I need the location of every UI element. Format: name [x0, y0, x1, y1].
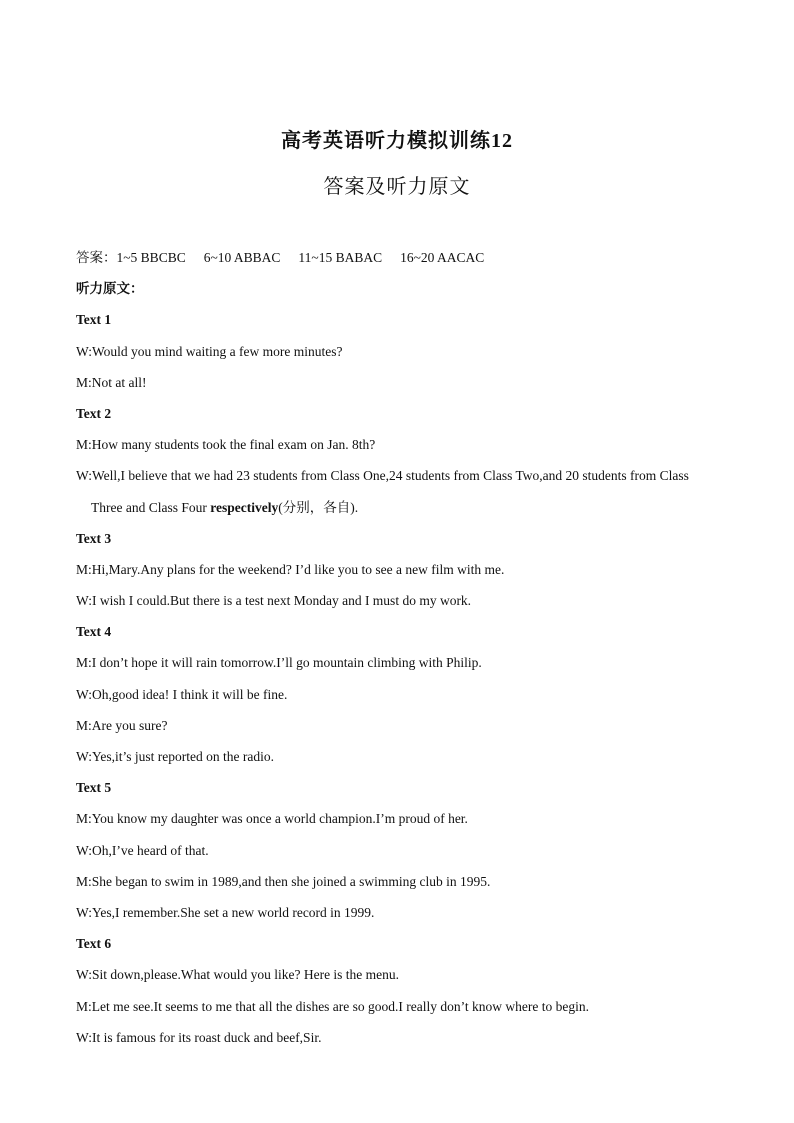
dialogue-line: W:Oh,I’ve heard of that.	[76, 842, 209, 858]
text-heading: Text 1	[76, 312, 112, 328]
dialogue-line: M:Are you sure?	[76, 717, 168, 733]
document-body	[76, 248, 726, 1059]
dialogue-line: M:Not at all!	[76, 374, 147, 390]
text-heading: Text 2	[76, 405, 112, 421]
text-heading: Text 6	[76, 936, 112, 952]
answer-key-label: 答案：	[76, 250, 117, 265]
answer-group: 1~5 BBCBC	[116, 250, 186, 265]
dialogue-line: W:It is famous for its roast duck and beef,Sir.	[76, 1029, 322, 1045]
answer-group: 6~10 ABBAC	[203, 250, 281, 265]
dialogue-line: W:Sit down,please.What would you like? Here is the menu.	[76, 967, 400, 983]
dialogue-line: M:I don’t hope it will rain tomorrow.I’ll go mountain climbing with Philip.	[76, 655, 482, 671]
dialogue-line: W:Well,I believe that we had 23 students from Class One,24 students from Class Two,and 20 students from Class	[76, 468, 689, 484]
text-heading: Text 5	[76, 780, 112, 796]
dialogue-line: M:She began to swim in 1989,and then she joined a swimming club in 1995.	[76, 873, 491, 889]
answer-key-line	[76, 248, 726, 279]
dialogue-line: W:Oh,good idea! I think it will be fine.	[76, 686, 288, 702]
dialogue-line: W:Yes,it’s just reported on the radio.	[76, 749, 274, 764]
answer-group: 16~20 AACAC	[400, 250, 485, 265]
dialogue-line: M:Hi,Mary.Any plans for the weekend? I’d like you to see a new film with me.	[76, 561, 505, 577]
dialogue-line: W:I wish I could.But there is a test next Monday and I must do my work.	[76, 593, 472, 609]
text-heading: Text 4	[76, 624, 112, 640]
page-subtitle: 答案及听力原文	[323, 176, 471, 198]
transcript-label: 听力原文：	[76, 281, 144, 297]
page-title: 高考英语听力模拟训练12	[281, 130, 513, 152]
answer-group: 11~15 BABAC	[298, 250, 383, 265]
continuation-gloss: (分别，各自).	[278, 499, 359, 515]
vocab-highlight: respectively	[210, 499, 279, 515]
dialogue-line-continuation	[76, 498, 726, 529]
continuation-text: Three and Class Four	[91, 499, 211, 515]
dialogue-line: W:Would you mind waiting a few more minutes?	[76, 343, 343, 359]
text-heading: Text 3	[76, 530, 112, 546]
dialogue-line: W:Yes,I remember.She set a new world record in 1999.	[76, 904, 375, 920]
dialogue-line: M:How many students took the final exam on Jan. 8th?	[76, 437, 376, 453]
dialogue-line: M:Let me see.It seems to me that all the dishes are so good.I really don’t know where to begin.	[76, 998, 589, 1014]
dialogue-line: M:You know my daughter was once a world champion.I’m proud of her.	[76, 811, 468, 827]
